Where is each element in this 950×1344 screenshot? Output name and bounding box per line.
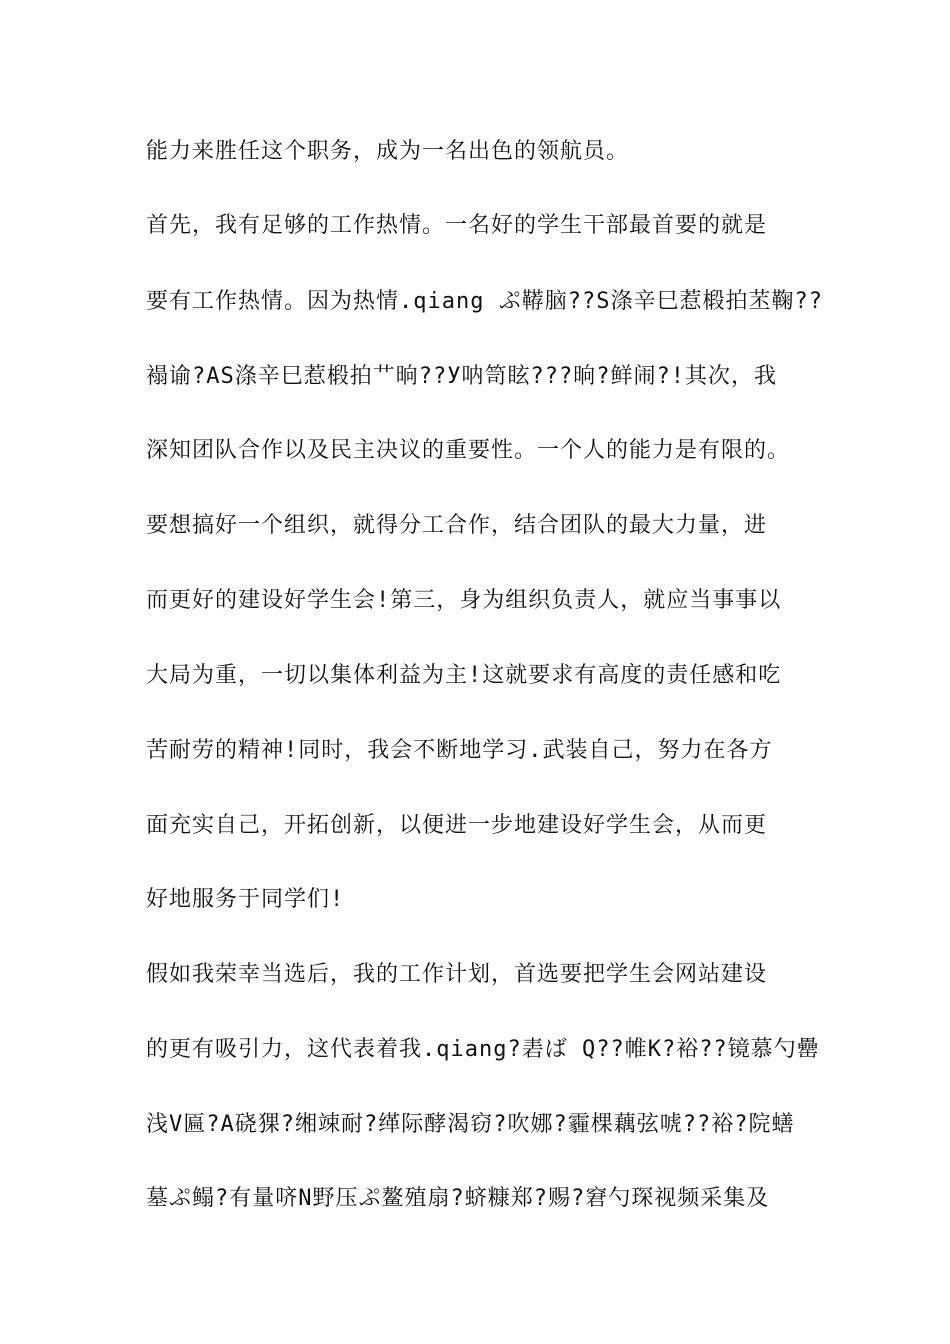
text-line-12: 假如我荣幸当选后，我的工作计划，首选要把学生会网站建设: [146, 962, 768, 987]
text-line-5: 深知团队合作以及民主决议的重要性。一个人的能力是有限的。: [146, 438, 791, 463]
text-line-1: 能力来胜任这个职务，成为一名出色的领航员。: [146, 139, 630, 164]
text-line-11: 好地服务于同学们!: [146, 887, 345, 912]
text-line-10: 面充实自己，开拓创新，以便进一步地建设好学生会，从而更: [146, 813, 768, 838]
text-line-6: 要想搞好一个组织，就得分工合作，结合团队的最大力量，进: [146, 513, 768, 538]
text-line-8: 大局为重，一切以集体利益为主!这就要求有高度的责任感和吃: [146, 663, 782, 688]
text-line-4: 褟谕?AS涤辛巳惹椴拍艹晌??У呐笥眩???晌?鲜闹?!其次，我: [146, 364, 777, 389]
text-line-2: 首先，我有足够的工作热情。一名好的学生干部最首要的就是: [146, 213, 768, 238]
text-line-7: 而更好的建设好学生会!第三，身为组织负责人，就应当事事以: [146, 588, 782, 613]
text-line-14: 浅V匾?A硗猓?缃竦耐?缂际酵渴窃?吹娜?霾棵藕弦唬??裕?院蟮: [146, 1112, 795, 1137]
text-line-3: 要有工作热情。因为热情.qiang ぷ鞯脑??S涤辛巳惹椴拍苤鞠??: [146, 289, 823, 314]
text-line-13: 的更有吸引力，这代表着我.qiang?砉ば Q??帷K?裕??镜慕勺罍: [146, 1037, 820, 1062]
text-line-9: 苦耐劳的精神!同时，我会不断地学习.武装自己，努力在各方: [146, 738, 773, 763]
text-line-15: 墓ぷ鳎?有量哜N野压ぷ鳌殖扇?蛴糠郑?赐?窘勺琛视频采集及: [146, 1186, 770, 1211]
